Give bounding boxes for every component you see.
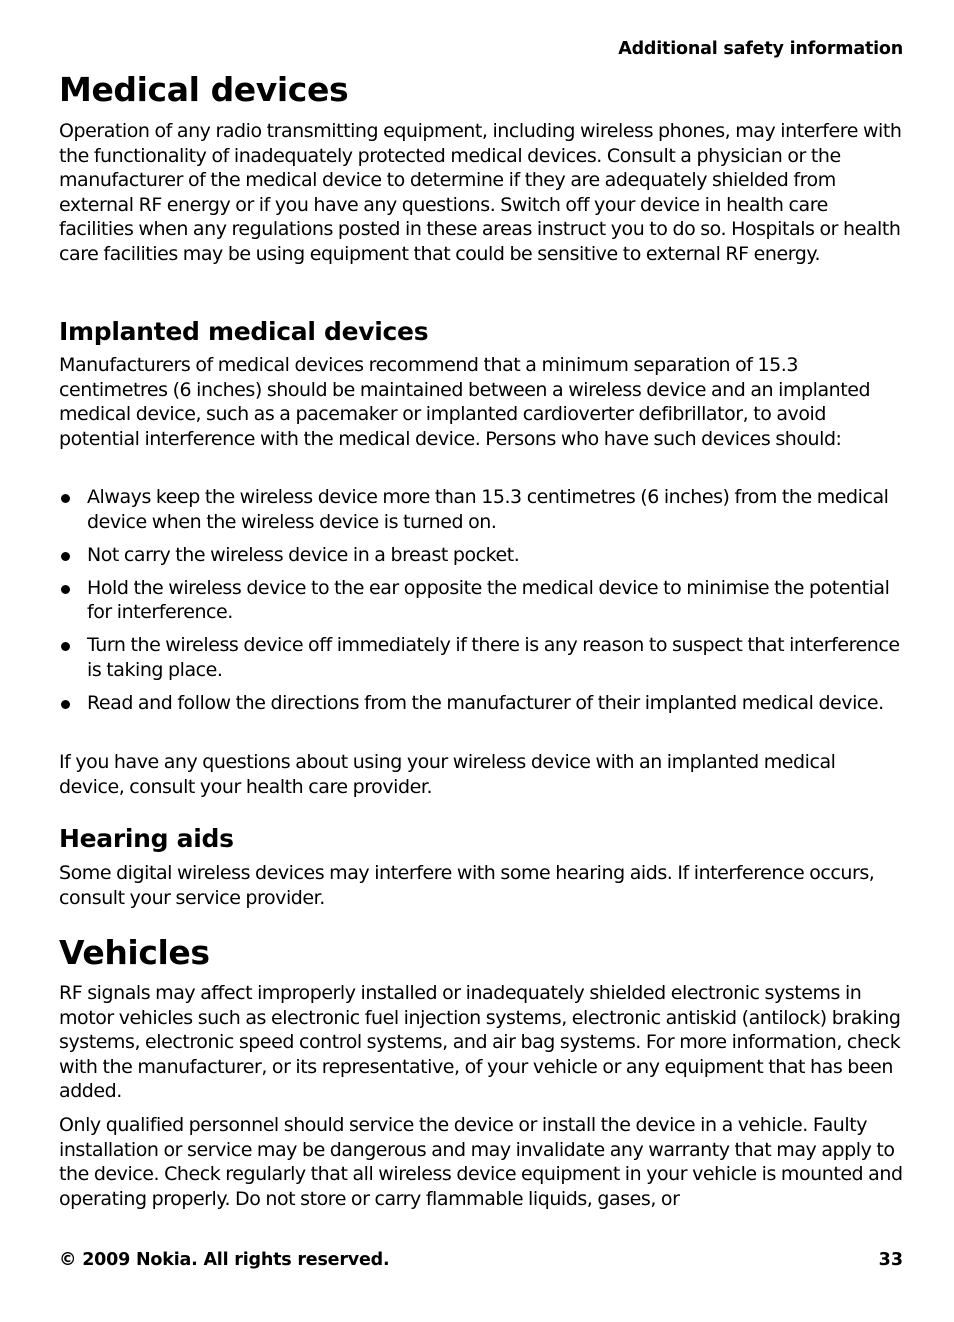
- list-item: [59, 543, 903, 568]
- document-page: [59, 0, 903, 1322]
- running-header: Additional safety information: [618, 39, 903, 59]
- vehicles-para2-wrap: [59, 1113, 903, 1211]
- medical-devices-body: Operation of any radio transmitting equipment, including wireless phones, may interfere with the functionality of inadequately protected medical devices. Consult a physician or the manufacturer of the medical device to determine if they are adequately shielded from external RF energy or if you have any questions. Switch off your device in health care facilities when any regulations posted in these areas instruct you to do so. Hospitals or health care facilities may be using equipment that could be sensitive to external RF energy.: [59, 120, 902, 265]
- section-medical-devices: [59, 72, 903, 108]
- implanted-closing-wrap: [59, 750, 903, 799]
- vehicles-paragraph-1: RF signals may affect improperly installed or inadequately shielded electronic systems in motor vehicles such as electronic fuel injection systems, electronic antiskid (antilock) braking systems, electronic speed control systems, and air bag systems. For more information, check with the manufacturer, or its representative, of your vehicle or any equipment that has been added.: [59, 982, 901, 1103]
- list-item: [59, 691, 903, 716]
- medical-devices-body-wrap: [59, 119, 903, 267]
- list-item: [59, 576, 903, 625]
- implanted-closing: If you have any questions about using your wireless device with an implanted medical device, consult your health care provider.: [59, 751, 836, 798]
- bullet-text: Hold the wireless device to the ear opposite the medical device to minimise the potential for interference.: [87, 576, 890, 624]
- vehicles-para1-wrap: [59, 981, 903, 1104]
- bullet-icon: [61, 585, 70, 594]
- bullet-text: Not carry the wireless device in a breast pocket.: [87, 543, 520, 566]
- bullet-icon: [61, 494, 70, 503]
- section-implanted: [59, 318, 903, 346]
- bullet-icon: [61, 700, 70, 709]
- section-hearing-aids: [59, 825, 903, 853]
- page-number: 33: [878, 1250, 903, 1270]
- section-vehicles: [59, 935, 903, 971]
- vehicles-paragraph-2: Only qualified personnel should service the device or install the device in a vehicle. Faulty installation or service may be dangerous and may invalidate any warranty that may apply to the device. Check regularly that all wireless device equipment in your vehicle is mounted and operating properly. Do not store or carry flammable liquids, gases, or: [59, 1114, 903, 1210]
- bullet-icon: [61, 552, 70, 561]
- bullet-icon: [61, 642, 70, 651]
- implanted-intro: Manufacturers of medical devices recommend that a minimum separation of 15.3 centimetres (6 inches) should be maintained between a wireless device and an implanted medical device, such as a pacemaker or implanted cardioverter defibrillator, to avoid potential interference with the medical device. Persons who have such devices should:: [59, 354, 871, 450]
- heading-medical-devices: Medical devices: [59, 70, 349, 109]
- footer-copyright: © 2009 Nokia. All rights reserved.: [59, 1250, 390, 1270]
- implanted-bullet-list: [59, 485, 903, 716]
- heading-hearing-aids: Hearing aids: [59, 824, 234, 853]
- list-item: [59, 633, 903, 682]
- bullet-text: Read and follow the directions from the manufacturer of their implanted medical device.: [87, 692, 884, 715]
- hearing-aids-body: Some digital wireless devices may interfere with some hearing aids. If interference occurs, consult your service provider.: [59, 862, 875, 909]
- bullet-text: Turn the wireless device off immediately if there is any reason to suspect that interference is taking place.: [87, 634, 900, 682]
- bullet-text: Always keep the wireless device more than 15.3 centimetres (6 inches) from the medical device when the wireless device is turned on.: [87, 486, 889, 533]
- implanted-intro-wrap: [59, 353, 903, 451]
- heading-implanted-medical-devices: Implanted medical devices: [59, 317, 429, 346]
- list-item: [59, 485, 903, 534]
- hearing-aids-body-wrap: [59, 861, 903, 910]
- implanted-bullets-wrap: [59, 485, 903, 724]
- heading-vehicles: Vehicles: [59, 933, 210, 972]
